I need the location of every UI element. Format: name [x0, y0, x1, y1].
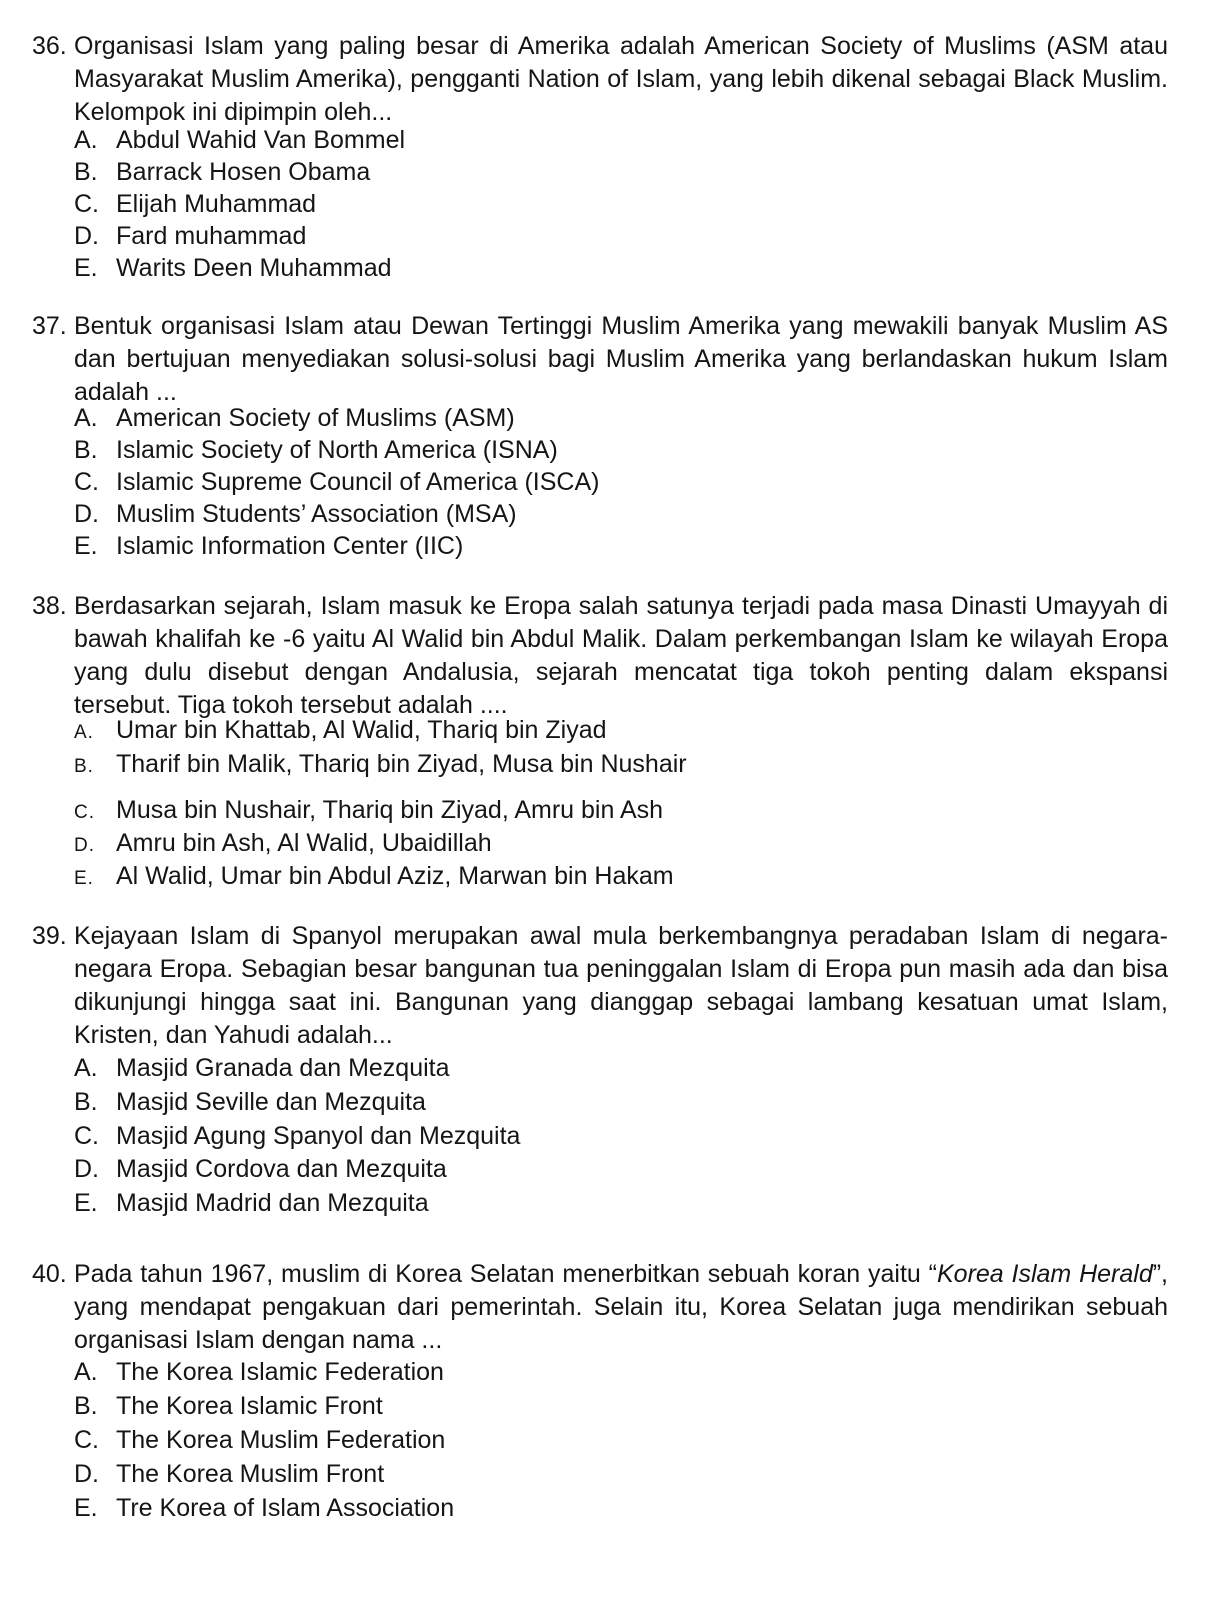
question-text-start: Pada tahun 1967, muslim di Korea Selatan menerbitkan sebuah koran yaitu “: [74, 1260, 937, 1288]
option-letter: D.: [74, 500, 99, 528]
option-text: Muslim Students’ Association (MSA): [116, 500, 517, 528]
option-d: [74, 220, 306, 253]
option-letter: C.: [74, 802, 95, 823]
option-e: [74, 252, 392, 285]
option-text: The Korea Muslim Federation: [116, 1426, 446, 1454]
option-e: [74, 860, 674, 895]
option-text: Al Walid, Umar bin Abdul Aziz, Marwan bin Hakam: [116, 862, 674, 890]
option-text: Tharif bin Malik, Thariq bin Ziyad, Musa bin Nushair: [116, 750, 687, 778]
option-c: [74, 1424, 445, 1457]
option-c: [74, 1120, 520, 1153]
option-text: Masjid Madrid dan Mezquita: [116, 1189, 429, 1217]
option-letter: E.: [74, 1494, 98, 1522]
question-number: 38.: [32, 592, 67, 620]
option-a: [74, 402, 515, 435]
option-letter: C.: [74, 1122, 99, 1150]
newspaper-title: Korea Islam Herald: [936, 1260, 1153, 1288]
question-number: 36.: [32, 32, 67, 60]
option-text: The Korea Islamic Federation: [116, 1358, 444, 1386]
option-d: [74, 827, 492, 862]
option-letter: B.: [74, 756, 94, 777]
question-text-end: ”, yang mendapat pengakuan dari pemerintah. Selain itu, Korea Selatan juga mendirikan sebuah organisasi Islam dengan nama ...: [74, 1260, 1169, 1354]
question-text: [74, 1258, 1168, 1357]
option-d: [74, 498, 517, 531]
option-letter: D.: [74, 222, 99, 250]
option-letter: E.: [74, 1189, 98, 1217]
option-c: [74, 794, 663, 829]
option-text: Elijah Muhammad: [116, 190, 317, 218]
option-letter: C.: [74, 468, 99, 496]
option-text: Tre Korea of Islam Association: [116, 1494, 455, 1522]
option-d: [74, 1153, 447, 1186]
option-text: Umar bin Khattab, Al Walid, Thariq bin Ziyad: [116, 716, 607, 744]
option-b: [74, 1086, 426, 1119]
option-letter: A.: [74, 722, 94, 743]
option-b: [74, 156, 370, 189]
option-letter: D.: [74, 1460, 99, 1488]
option-d: [74, 1458, 384, 1491]
option-letter: E.: [74, 532, 98, 560]
option-text: Abdul Wahid Van Bommel: [116, 126, 406, 154]
option-letter: B.: [74, 158, 98, 186]
option-letter: A.: [74, 404, 98, 432]
option-a: [74, 1052, 450, 1085]
option-a: [74, 1356, 444, 1389]
question-text: Berdasarkan sejarah, Islam masuk ke Eropa salah satunya terjadi pada masa Dinasti Umayyah di bawah khalifah ke -6 yaitu Al Walid bin Abdul Malik. Dalam perkembangan Islam ke wilayah Eropa yang dulu disebut dengan Andalusia, sejarah mencatat tiga tokoh penting dalam ekspansi tersebut. Tiga tokoh tersebut adalah ....: [74, 592, 1168, 719]
option-b: [74, 434, 558, 467]
option-text: Islamic Society of North America (ISNA): [116, 436, 558, 464]
option-letter: C.: [74, 1426, 99, 1454]
option-e: [74, 530, 463, 563]
option-letter: C.: [74, 190, 99, 218]
option-letter: A.: [74, 126, 98, 154]
option-a: [74, 714, 607, 749]
option-e: [74, 1187, 429, 1220]
option-letter: A.: [74, 1054, 98, 1082]
option-text: Islamic Information Center (IIC): [116, 532, 464, 560]
question-number: 39.: [32, 922, 67, 950]
option-letter: B.: [74, 436, 98, 464]
option-b: [74, 748, 687, 783]
option-letter: B.: [74, 1392, 98, 1420]
option-text: Masjid Granada dan Mezquita: [116, 1054, 450, 1082]
question-text: Kejayaan Islam di Spanyol merupakan awal mula berkembangnya peradaban Islam di negara-negara Eropa. Sebagian besar bangunan tua peninggalan Islam di Eropa pun masih ada dan bisa dikunjungi hingga saat ini. Bangunan yang dianggap sebagai lambang kesatuan umat Islam, Kristen, dan Yahudi adalah...: [74, 922, 1168, 1049]
option-text: American Society of Muslims (ASM): [116, 404, 515, 432]
option-letter: A.: [74, 1358, 98, 1386]
option-text: Barrack Hosen Obama: [116, 158, 371, 186]
option-text: Islamic Supreme Council of America (ISCA): [116, 468, 600, 496]
question-text: Bentuk organisasi Islam atau Dewan Tertinggi Muslim Amerika yang mewakili banyak Muslim AS dan bertujuan menyediakan solusi-solusi bagi Muslim Amerika yang berlandaskan hukum Islam adalah ...: [74, 312, 1168, 406]
option-a: [74, 124, 405, 157]
option-text: Masjid Agung Spanyol dan Mezquita: [116, 1122, 521, 1150]
option-text: Musa bin Nushair, Thariq bin Ziyad, Amru bin Ash: [116, 796, 664, 824]
option-letter: D.: [74, 835, 95, 856]
option-text: Masjid Cordova dan Mezquita: [116, 1155, 447, 1183]
option-c: [74, 466, 599, 499]
option-c: [74, 188, 316, 221]
option-e: [74, 1492, 454, 1525]
option-letter: D.: [74, 1155, 99, 1183]
option-letter: B.: [74, 1088, 98, 1116]
option-text: Warits Deen Muhammad: [116, 254, 392, 282]
question-number: 40.: [32, 1260, 67, 1288]
option-text: Fard muhammad: [116, 222, 307, 250]
option-letter: E.: [74, 254, 98, 282]
option-text: Masjid Seville dan Mezquita: [116, 1088, 426, 1116]
option-text: The Korea Islamic Front: [116, 1392, 383, 1420]
option-text: Amru bin Ash, Al Walid, Ubaidillah: [116, 829, 492, 857]
option-b: [74, 1390, 383, 1423]
option-letter: E.: [74, 868, 94, 889]
question-number: 37.: [32, 312, 67, 340]
option-text: The Korea Muslim Front: [116, 1460, 385, 1488]
question-text: Organisasi Islam yang paling besar di Amerika adalah American Society of Muslims (ASM atau Masyarakat Muslim Amerika), pengganti Nation of Islam, yang lebih dikenal sebagai Black Muslim. Kelompok ini dipimpin oleh...: [74, 32, 1168, 126]
